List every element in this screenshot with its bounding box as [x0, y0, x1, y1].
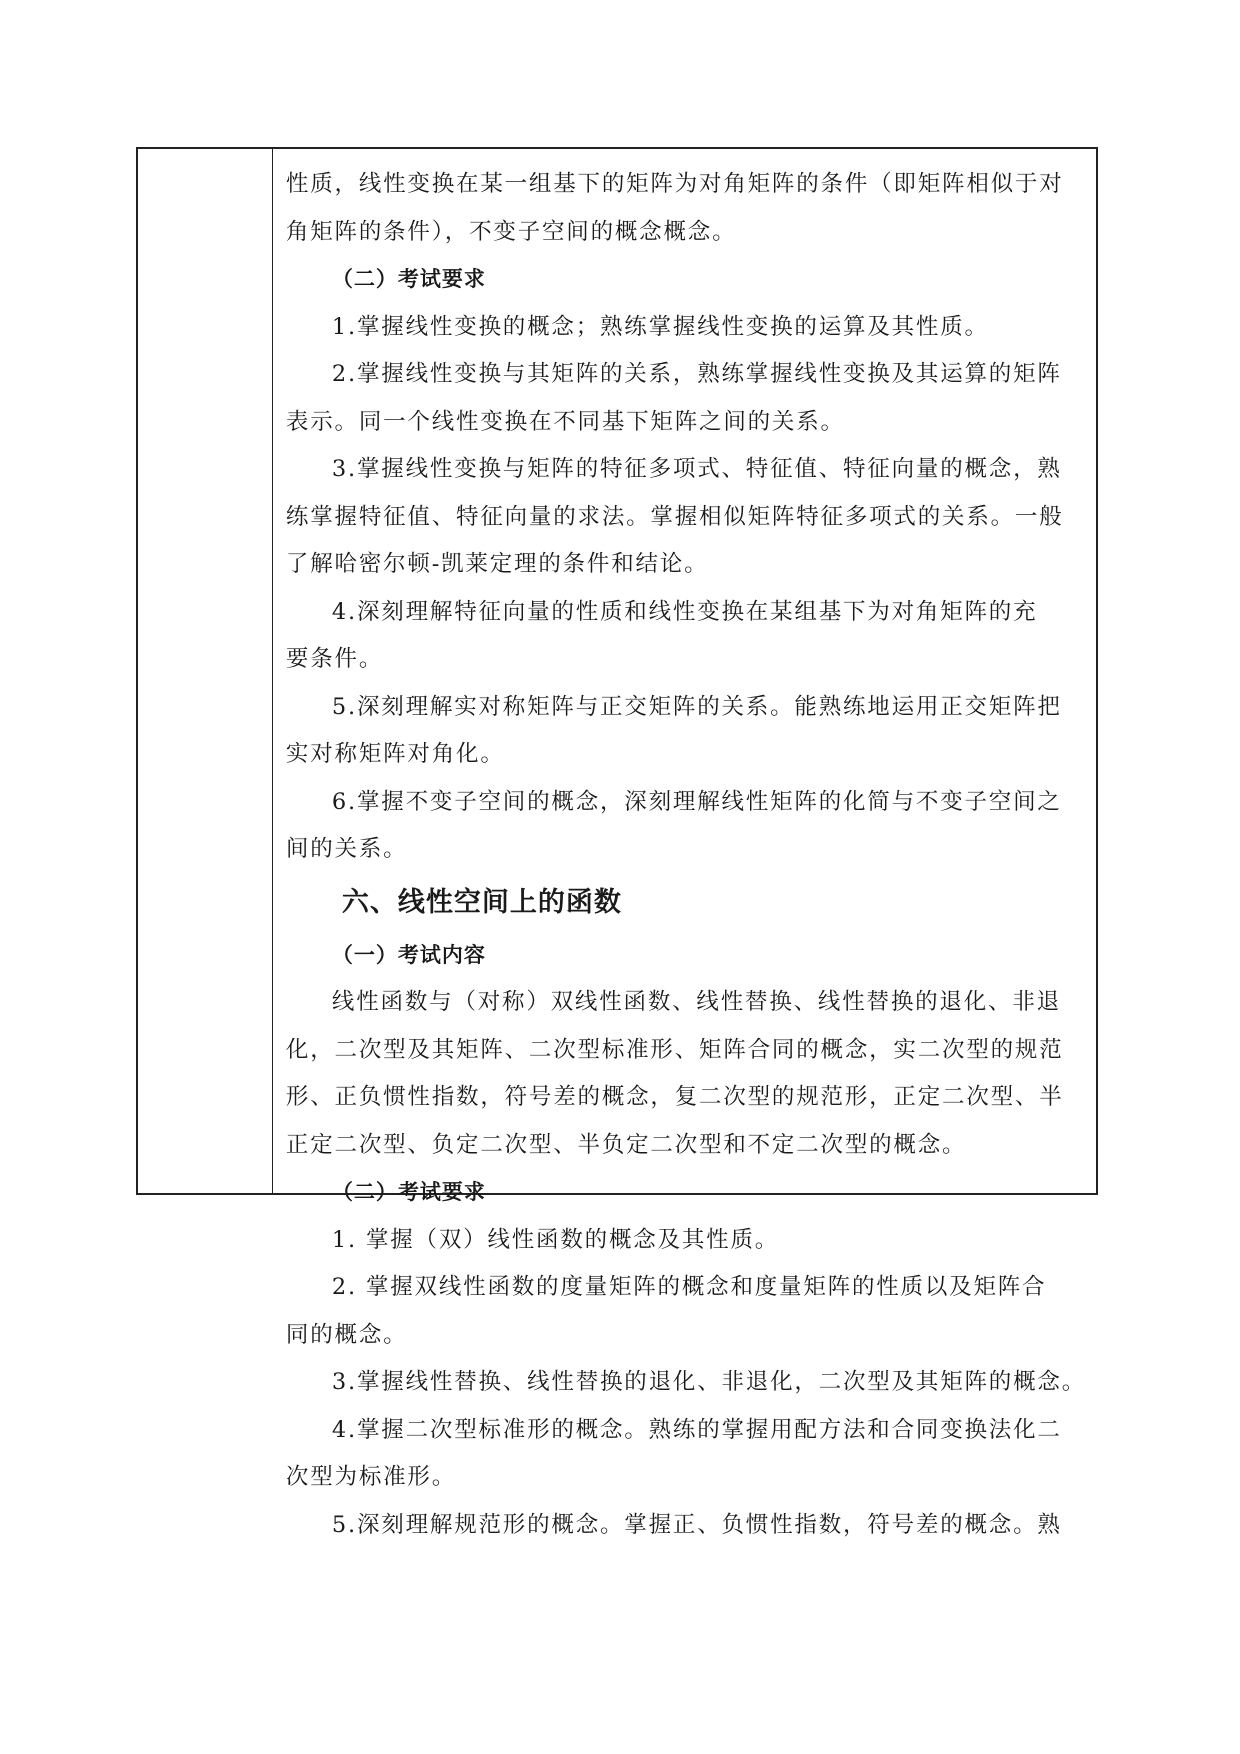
text-line: 间的关系。: [285, 836, 408, 862]
text-line: 1.掌握线性变换的概念；熟练掌握线性变换的运算及其性质。: [331, 313, 989, 340]
text-line: 形、正负惯性指数，符号差的概念，复二次型的规范形，正定二次型、半: [285, 1084, 1064, 1110]
text-line: 线性函数与（对称）双线性函数、线性替换、线性替换的退化、非退: [331, 989, 1061, 1015]
text-line: 练掌握特征值、特征向量的求法。掌握相似矩阵特征多项式的关系。一般: [285, 503, 1064, 530]
content-table: [136, 147, 1098, 1538]
section-heading: 六、线性空间上的函数: [341, 886, 622, 918]
text-line: 角矩阵的条件），不变子空间的概念概念。: [285, 218, 737, 245]
text-line: 4.掌握二次型标准形的概念。熟练的掌握用配方法和合同变换法化二: [331, 1416, 1062, 1443]
text-line: 表示。同一个线性变换在不同基下矩阵之间的关系。: [285, 408, 845, 435]
text-line: 3.掌握线性替换、线性替换的退化、非退化，二次型及其矩阵的概念。: [331, 1369, 1086, 1395]
table-right-column: [273, 149, 1096, 1538]
text-line: 次型为标准形。: [285, 1464, 457, 1490]
text-line: 化，二次型及其矩阵、二次型标准形、矩阵合同的概念，实二次型的规范: [285, 1036, 1064, 1063]
table-left-column: [138, 149, 273, 1193]
text-line: 要条件。: [285, 646, 384, 672]
text-line: 3.掌握线性变换与矩阵的特征多项式、特征值、特征向量的概念，熟: [331, 456, 1062, 482]
text-line: 6.掌握不变子空间的概念，深刻理解线性矩阵的化简与不变子空间之: [331, 788, 1062, 815]
text-line: 2. 掌握双线性函数的度量矩阵的概念和度量矩阵的性质以及矩阵合: [331, 1274, 1047, 1300]
text-line: 4.深刻理解特征向量的性质和线性变换在某组基下为对角矩阵的充: [331, 598, 1038, 625]
subheading: （二）考试要求: [331, 1180, 486, 1204]
subheading: （一）考试内容: [331, 942, 486, 967]
text-line: 2.掌握线性变换与其矩阵的关系，熟练掌握线性变换及其运算的矩阵: [331, 361, 1062, 387]
text-line: 性质，线性变换在某一组基下的矩阵为对角矩阵的条件（即矩阵相似于对: [285, 171, 1064, 197]
text-line: 了解哈密尔顿-凯莱定理的条件和结论。: [285, 551, 709, 577]
text-line: 5.深刻理解实对称矩阵与正交矩阵的关系。能熟练地运用正交矩阵把: [331, 693, 1062, 720]
text-line: 1. 掌握（双）线性函数的概念及其性质。: [331, 1226, 780, 1253]
text-line: 5.深刻理解规范形的概念。掌握正、负惯性指数，符号差的概念。熟: [331, 1511, 1062, 1538]
text-line: 实对称矩阵对角化。: [285, 741, 505, 767]
subheading: （二）考试要求: [331, 267, 486, 291]
text-line: 同的概念。: [285, 1321, 408, 1348]
text-line: 正定二次型、负定二次型、半负定二次型和不定二次型的概念。: [285, 1131, 967, 1158]
